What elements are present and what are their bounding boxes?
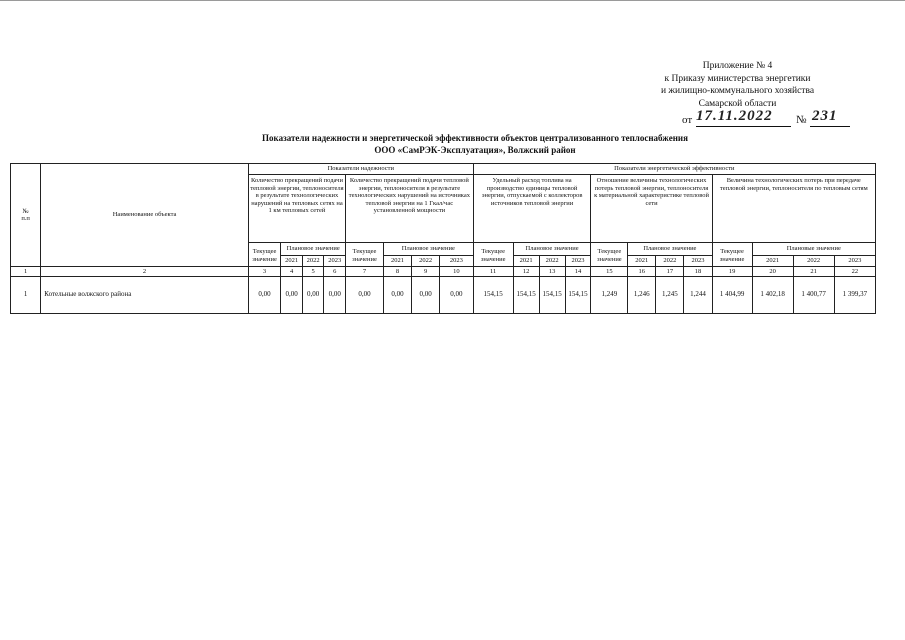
order-number-prefix: №: [796, 114, 807, 126]
order-reference: [600, 108, 875, 130]
object-name: Котельные волжского района: [41, 277, 249, 314]
indicator-5-header: Величина технологических потерь при передаче тепловой энергии, теплоносителя по тепловым сетям: [712, 175, 875, 243]
value-cell: 1 402,18: [752, 277, 793, 314]
value-cell: 1,249: [591, 277, 628, 314]
value-cell: 154,15: [539, 277, 565, 314]
year-header: 2022: [539, 255, 565, 266]
value-cell: 0,00: [383, 277, 411, 314]
order-number-underline: [810, 126, 850, 127]
current-value-header: Текущее значение: [712, 243, 752, 267]
current-value-header: Текущее значение: [248, 243, 280, 267]
year-header: 2021: [628, 255, 656, 266]
indicator-3-header: Удельный расход топлива на производство единицы тепловой энергии, отпускаемой с коллекторов источников тепловой энергии: [473, 175, 591, 243]
column-number: 7: [346, 267, 384, 277]
column-number-row: [11, 267, 876, 277]
column-number: 18: [684, 267, 712, 277]
year-header: 2021: [513, 255, 539, 266]
column-number: 9: [412, 267, 440, 277]
column-number: 8: [383, 267, 411, 277]
column-number: 13: [539, 267, 565, 277]
column-number: 6: [324, 267, 346, 277]
indicator-2-header: Количество прекращений подачи тепловой энергии, теплоносителя в результате технологических нарушений на источниках тепловой энергии на 1 Гкал/час установленной мощности: [346, 175, 474, 243]
order-date-underline: [696, 126, 791, 127]
group-reliability-header: Показатели надежности: [248, 164, 473, 175]
column-number: 3: [248, 267, 280, 277]
planned-value-header: Плановое значение: [383, 243, 473, 256]
indicator-1-header: Количество прекращений подачи тепловой энергии, теплоносителя в результате технологических нарушений на тепловых сетях на 1 км тепловых сетей: [248, 175, 345, 243]
value-cell: 0,00: [302, 277, 324, 314]
value-cell: 154,15: [565, 277, 591, 314]
value-cell: 154,15: [513, 277, 539, 314]
value-cell: 0,00: [440, 277, 474, 314]
order-date-prefix: от: [682, 114, 693, 126]
title-line-1: Показатели надежности и энергетической эффективности объектов централизованного теплоснабжения: [262, 133, 688, 143]
table-row: [11, 277, 876, 314]
column-number: 10: [440, 267, 474, 277]
column-number: 1: [11, 267, 41, 277]
annex-line-1: Приложение № 4: [702, 61, 773, 71]
year-header: 2021: [383, 255, 411, 266]
column-number: 20: [752, 267, 793, 277]
column-number: 11: [473, 267, 513, 277]
value-cell: 0,00: [346, 277, 384, 314]
row-number: 1: [11, 277, 41, 314]
annex-line-3: и жилищно-коммунального хозяйства: [660, 86, 815, 96]
year-header: 2023: [565, 255, 591, 266]
document-title: [150, 133, 800, 156]
column-number: 17: [656, 267, 684, 277]
year-header: 2023: [324, 255, 346, 266]
value-cell: 154,15: [473, 277, 513, 314]
planned-value-header: Плановое значение: [628, 243, 712, 256]
year-header: 2021: [281, 255, 303, 266]
year-header: 2023: [684, 255, 712, 266]
value-cell: 1 399,37: [834, 277, 875, 314]
column-number: 2: [41, 267, 249, 277]
year-header: 2023: [440, 255, 474, 266]
current-value-header: Текущее значение: [591, 243, 628, 267]
value-cell: 1 404,99: [712, 277, 752, 314]
value-cell: 0,00: [324, 277, 346, 314]
value-cell: 1,246: [628, 277, 656, 314]
value-cell: 0,00: [248, 277, 280, 314]
year-header: 2023: [834, 255, 875, 266]
page-top-border: [0, 0, 905, 1]
column-number: 14: [565, 267, 591, 277]
order-number: 231: [812, 108, 838, 124]
planned-value-header: Плановое значение: [281, 243, 346, 256]
planned-value-header: Плановое значение: [513, 243, 591, 256]
value-cell: 1 400,77: [793, 277, 834, 314]
annex-block: [600, 60, 875, 130]
current-value-header: Текущее значение: [346, 243, 384, 267]
value-cell: 1,245: [656, 277, 684, 314]
value-cell: 1,244: [684, 277, 712, 314]
column-number: 16: [628, 267, 656, 277]
indicator-4-header: Отношение величины технологических потерь тепловой энергии, теплоносителя к материальной характеристике тепловой сети: [591, 175, 712, 243]
group-efficiency-header: Показатели энергетической эффективности: [473, 164, 875, 175]
col-name-header: Наименование объекта: [41, 164, 249, 267]
year-header: 2022: [793, 255, 834, 266]
value-cell: 0,00: [412, 277, 440, 314]
column-number: 22: [834, 267, 875, 277]
column-number: 12: [513, 267, 539, 277]
column-number: 19: [712, 267, 752, 277]
year-header: 2022: [656, 255, 684, 266]
value-cell: 0,00: [281, 277, 303, 314]
column-number: 5: [302, 267, 324, 277]
current-value-header: Текущее значение: [473, 243, 513, 267]
annex-line-2: к Приказу министерства энергетики: [664, 73, 811, 84]
annex-line-4: Самарской области: [698, 98, 777, 109]
year-header: 2022: [302, 255, 324, 266]
column-number: 4: [281, 267, 303, 277]
year-header: 2021: [752, 255, 793, 266]
col-no-header: № п.п: [11, 164, 41, 267]
order-date: 17.11.2022: [696, 108, 773, 124]
column-number: 15: [591, 267, 628, 277]
year-header: 2022: [412, 255, 440, 266]
title-line-2: ООО «СамРЭК-Эксплуатация», Волжский район: [374, 144, 576, 155]
indicators-table: [10, 163, 876, 314]
column-number: 21: [793, 267, 834, 277]
planned-value-header: Плановые значение: [752, 243, 875, 256]
